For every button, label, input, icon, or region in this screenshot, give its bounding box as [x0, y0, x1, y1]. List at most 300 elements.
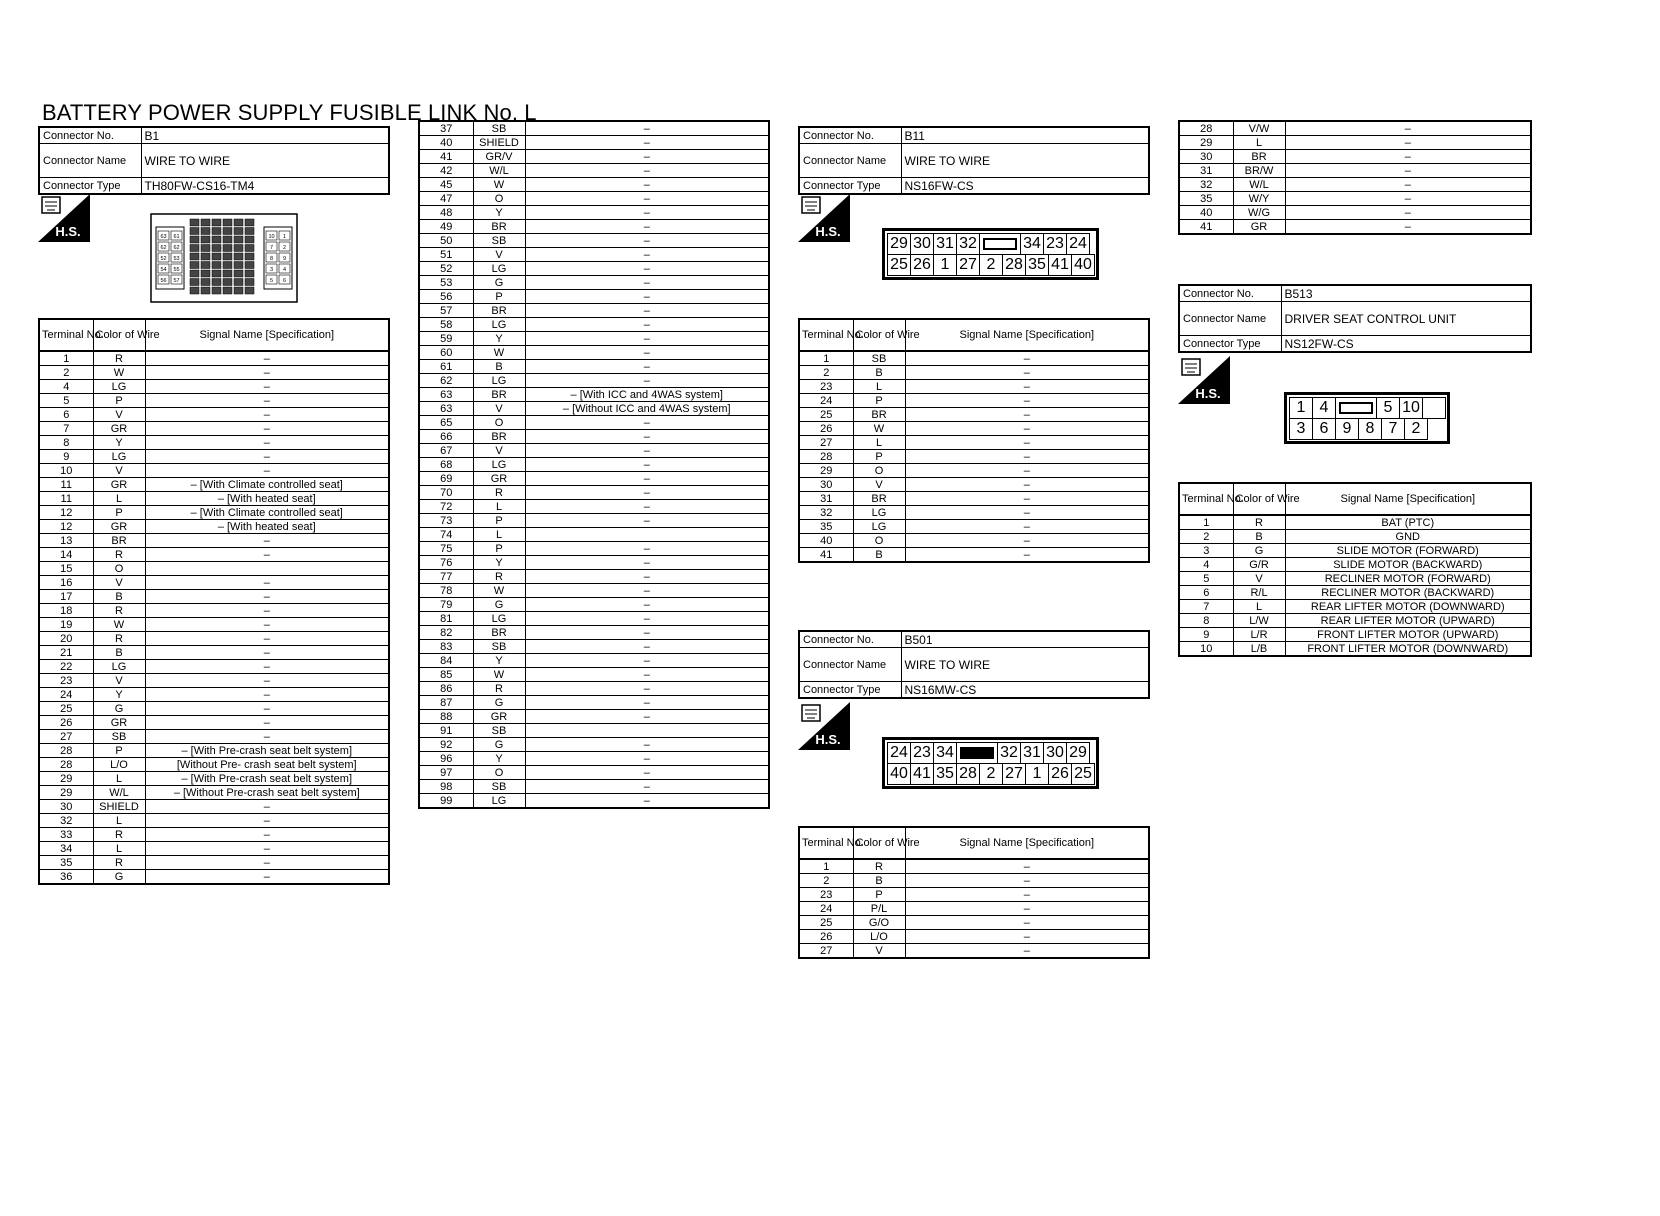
- wire-color: BR: [473, 430, 525, 444]
- table-row: [419, 570, 769, 584]
- table-row: [39, 576, 389, 590]
- wire-color: L: [93, 842, 145, 856]
- b1-connector-no: B1: [141, 127, 389, 144]
- signal-name: –: [1285, 164, 1531, 178]
- table-row: [419, 234, 769, 248]
- b1-terminal-table-continued: [418, 120, 770, 809]
- b1-pin-label: 62: [160, 245, 167, 251]
- pin-cell: 7: [1381, 418, 1405, 440]
- terminal-no: 65: [419, 416, 473, 430]
- table-row: [419, 528, 769, 542]
- pin-cell: 9: [1335, 418, 1359, 440]
- b1-connector-diagram: [150, 213, 298, 303]
- wire-color: P: [93, 394, 145, 408]
- signal-name: –: [525, 136, 769, 150]
- table-row: [39, 702, 389, 716]
- b1-pin-cell: [234, 279, 243, 286]
- signal-name: –: [145, 548, 389, 562]
- wire-color: W: [473, 584, 525, 598]
- b1-pin-label: 62: [173, 245, 180, 251]
- table-row: [419, 220, 769, 234]
- wire-color: LG: [93, 380, 145, 394]
- wire-color: LG: [473, 318, 525, 332]
- terminal-no: 85: [419, 668, 473, 682]
- signal-name: – [With ICC and 4WAS system]: [525, 388, 769, 402]
- wire-color: W/L: [93, 786, 145, 800]
- table-row: [39, 688, 389, 702]
- signal-name: –: [145, 870, 389, 885]
- wire-color: O: [853, 534, 905, 548]
- b1-info: [38, 126, 390, 195]
- header-signal-name: Signal Name [Specification]: [145, 319, 389, 351]
- hs-label: H.S.: [1195, 386, 1221, 401]
- terminal-no: 24: [39, 688, 93, 702]
- wire-color: V: [93, 674, 145, 688]
- table-row: [39, 450, 389, 464]
- terminal-no: 28: [39, 744, 93, 758]
- terminal-no: 73: [419, 514, 473, 528]
- wire-color: R: [93, 548, 145, 562]
- wire-color: GR: [93, 520, 145, 534]
- b501-info: [798, 630, 1150, 699]
- b11-connector-face: [882, 228, 1099, 280]
- table-row: [799, 548, 1149, 563]
- signal-name: –: [145, 380, 389, 394]
- terminal-no: 1: [39, 351, 93, 366]
- b1-pin-cell: [234, 253, 243, 260]
- b1-pin-cell: [201, 287, 210, 294]
- pin-cell: 30: [910, 233, 934, 255]
- b513-connector-type: NS12FW-CS: [1281, 336, 1531, 353]
- wire-color: LG: [473, 612, 525, 626]
- b1-pin-cell: [223, 279, 232, 286]
- table-row: [419, 780, 769, 794]
- signal-name: REAR LIFTER MOTOR (DOWNWARD): [1285, 600, 1531, 614]
- signal-name: –: [525, 248, 769, 262]
- wire-color: Y: [473, 654, 525, 668]
- signal-name: –: [905, 916, 1149, 930]
- terminal-no: 86: [419, 682, 473, 696]
- terminal-no: 11: [39, 478, 93, 492]
- wire-color: B: [853, 366, 905, 380]
- signal-name: –: [1285, 192, 1531, 206]
- b11-info: [798, 126, 1150, 195]
- pin-cell: 5: [1376, 397, 1400, 419]
- wire-color: W: [473, 668, 525, 682]
- terminal-no: 2: [799, 366, 853, 380]
- signal-name: –: [145, 576, 389, 590]
- pin-cell: 29: [887, 233, 911, 255]
- terminal-no: 32: [39, 814, 93, 828]
- terminal-no: 25: [39, 702, 93, 716]
- wire-color: R: [1233, 515, 1285, 530]
- wire-color: L: [93, 492, 145, 506]
- wire-color: LG: [853, 506, 905, 520]
- signal-name: –: [525, 612, 769, 626]
- header-signal-name: Signal Name [Specification]: [1285, 483, 1531, 515]
- terminal-no: 88: [419, 710, 473, 724]
- terminal-no: 67: [419, 444, 473, 458]
- terminal-no: 8: [1179, 614, 1233, 628]
- b1-pin-cell: [223, 287, 232, 294]
- label-connector-type: Connector Type: [1179, 336, 1281, 353]
- pin-cell: 4: [1312, 397, 1336, 419]
- pin-cell: 6: [1312, 418, 1336, 440]
- b1-pin-cell: [223, 253, 232, 260]
- signal-name: –: [525, 710, 769, 724]
- b1-pin-label: 5: [269, 278, 274, 284]
- pin-cell: 26: [910, 254, 934, 276]
- terminal-no: 22: [39, 660, 93, 674]
- b1-pin-cell: [201, 279, 210, 286]
- terminal-no: 75: [419, 542, 473, 556]
- wire-color: BR: [473, 388, 525, 402]
- terminal-no: 41: [799, 548, 853, 563]
- b1-pin-cell: [245, 270, 254, 277]
- wire-color: LG: [853, 520, 905, 534]
- terminal-no: 4: [1179, 558, 1233, 572]
- terminal-no: 15: [39, 562, 93, 576]
- table-row: [39, 604, 389, 618]
- terminal-no: 7: [1179, 600, 1233, 614]
- b1-pin-cell: [212, 236, 221, 243]
- wire-color: V: [93, 464, 145, 478]
- signal-name: BAT (PTC): [1285, 515, 1531, 530]
- wire-color: G: [93, 702, 145, 716]
- b1-connector-type: TH80FW-CS16-TM4: [141, 178, 389, 195]
- terminal-no: 49: [419, 220, 473, 234]
- signal-name: –: [525, 206, 769, 220]
- signal-name: –: [1285, 121, 1531, 136]
- b1-pin-cell: [234, 270, 243, 277]
- b1-pin-label: 10: [268, 234, 275, 240]
- wire-color: W/L: [1233, 178, 1285, 192]
- table-row: [799, 380, 1149, 394]
- label-connector-no: Connector No.: [799, 631, 901, 648]
- b1-pin-cell: [223, 245, 232, 252]
- terminal-no: 32: [799, 506, 853, 520]
- wire-color: SB: [93, 730, 145, 744]
- table-row: [39, 716, 389, 730]
- signal-name: –: [525, 276, 769, 290]
- terminal-no: 28: [39, 758, 93, 772]
- terminal-no: 40: [799, 534, 853, 548]
- wire-color: GR: [93, 422, 145, 436]
- wire-color: SHIELD: [93, 800, 145, 814]
- table-row: [419, 332, 769, 346]
- wire-color: G: [93, 870, 145, 885]
- signal-name: [145, 562, 389, 576]
- table-row: [799, 464, 1149, 478]
- table-row: [1179, 614, 1531, 628]
- b1-pin-cell: [223, 262, 232, 269]
- table-row: [39, 842, 389, 856]
- pin-cell: 1: [1025, 763, 1049, 785]
- wire-color: B: [853, 874, 905, 888]
- wire-color: SB: [473, 121, 525, 136]
- wire-color: B: [473, 360, 525, 374]
- b11-connector-type: NS16FW-CS: [901, 178, 1149, 195]
- terminal-no: 81: [419, 612, 473, 626]
- b1-pin-cell: [234, 228, 243, 235]
- wire-color: GR: [473, 472, 525, 486]
- b1-pin-cell: [245, 236, 254, 243]
- label-connector-name: Connector Name: [39, 144, 141, 178]
- wire-color: G/O: [853, 916, 905, 930]
- hs-icon: [1178, 356, 1230, 404]
- b1-pin-label: 9: [282, 256, 287, 262]
- terminal-no: 27: [39, 730, 93, 744]
- b1-pin-label: 52: [160, 256, 167, 262]
- label-connector-type: Connector Type: [39, 178, 141, 195]
- wire-color: O: [853, 464, 905, 478]
- table-row: [799, 859, 1149, 874]
- pin-row: [1289, 397, 1445, 418]
- signal-name: –: [145, 646, 389, 660]
- signal-name: –: [145, 828, 389, 842]
- table-row: [799, 394, 1149, 408]
- table-row: [419, 262, 769, 276]
- pin-cell: 25: [887, 254, 911, 276]
- wire-color: V: [853, 478, 905, 492]
- table-row: [39, 800, 389, 814]
- b513-info: [1178, 284, 1532, 353]
- wire-color: R: [93, 632, 145, 646]
- pin-cell: 34: [933, 742, 957, 764]
- terminal-no: 83: [419, 640, 473, 654]
- table-row: [419, 304, 769, 318]
- pin-cell: 35: [1025, 254, 1049, 276]
- table-row: [419, 248, 769, 262]
- wire-color: W: [93, 618, 145, 632]
- signal-name: –: [525, 472, 769, 486]
- signal-name: – [With Pre-crash seat belt system]: [145, 744, 389, 758]
- terminal-no: 35: [1179, 192, 1233, 206]
- pin-cell: 24: [1066, 233, 1090, 255]
- signal-name: –: [145, 604, 389, 618]
- b1-pin-label: 3: [269, 267, 274, 273]
- signal-name: –: [905, 492, 1149, 506]
- signal-name: –: [525, 570, 769, 584]
- terminal-no: 23: [39, 674, 93, 688]
- wire-color: R: [473, 570, 525, 584]
- signal-name: –: [145, 450, 389, 464]
- wire-color: LG: [473, 794, 525, 809]
- b1-pin-cell: [234, 262, 243, 269]
- terminal-no: 56: [419, 290, 473, 304]
- wire-color: P: [853, 394, 905, 408]
- b1-pin-cell: [190, 228, 199, 235]
- b513-terminal-table: [1178, 482, 1532, 657]
- header-color-of-wire: Color of Wire: [93, 319, 145, 351]
- b1-pin-cell: [190, 219, 199, 226]
- wire-color: P: [473, 290, 525, 304]
- terminal-no: 2: [1179, 530, 1233, 544]
- pin-cell: 2: [979, 254, 1003, 276]
- table-row: [1179, 206, 1531, 220]
- table-row: [39, 436, 389, 450]
- signal-name: –: [525, 220, 769, 234]
- wire-color: W: [93, 366, 145, 380]
- signal-name: –: [525, 696, 769, 710]
- pin-cell: 1: [1289, 397, 1313, 419]
- b1-pin-cell: [245, 228, 254, 235]
- signal-name: –: [905, 351, 1149, 366]
- table-row: [39, 772, 389, 786]
- table-row: [1179, 150, 1531, 164]
- header-color-of-wire: Color of Wire: [853, 827, 905, 859]
- table-row: [419, 486, 769, 500]
- signal-name: –: [525, 416, 769, 430]
- terminal-no: 1: [799, 351, 853, 366]
- wire-color: G: [473, 696, 525, 710]
- wire-color: R: [853, 859, 905, 874]
- b1-pin-cell: [223, 228, 232, 235]
- table-row: [39, 534, 389, 548]
- signal-name: –: [905, 944, 1149, 959]
- table-row: [799, 874, 1149, 888]
- signal-name: –: [525, 542, 769, 556]
- signal-name: –: [525, 121, 769, 136]
- signal-name: –: [525, 668, 769, 682]
- terminal-no: 5: [39, 394, 93, 408]
- wire-color: L: [93, 814, 145, 828]
- label-connector-no: Connector No.: [799, 127, 901, 144]
- wire-color: BR: [1233, 150, 1285, 164]
- wire-color: SB: [853, 351, 905, 366]
- b1-pin-cell: [234, 245, 243, 252]
- b1-pin-cell: [212, 279, 221, 286]
- signal-name: –: [145, 351, 389, 366]
- terminal-no: 84: [419, 654, 473, 668]
- table-row: [799, 366, 1149, 380]
- b1-pin-cell: [201, 253, 210, 260]
- wire-color: GR/V: [473, 150, 525, 164]
- terminal-no: 23: [799, 380, 853, 394]
- terminal-no: 66: [419, 430, 473, 444]
- signal-name: –: [145, 632, 389, 646]
- table-row: [419, 388, 769, 402]
- table-row: [39, 506, 389, 520]
- signal-name: –: [145, 464, 389, 478]
- wire-color: V: [93, 408, 145, 422]
- b501-connector-type: NS16MW-CS: [901, 682, 1149, 699]
- wire-color: LG: [93, 450, 145, 464]
- table-row: [39, 786, 389, 800]
- b1-pin-cell: [190, 279, 199, 286]
- terminal-no: 40: [419, 136, 473, 150]
- terminal-no: 29: [39, 772, 93, 786]
- signal-name: GND: [1285, 530, 1531, 544]
- table-row: [419, 374, 769, 388]
- b1-pin-cell: [201, 219, 210, 226]
- b11-terminal-table: [798, 318, 1150, 563]
- terminal-no: 29: [799, 464, 853, 478]
- pin-cell: 25: [1071, 763, 1095, 785]
- terminal-no: 53: [419, 276, 473, 290]
- header-color-of-wire: Color of Wire: [1233, 483, 1285, 515]
- terminal-no: 24: [799, 902, 853, 916]
- wire-color: P: [473, 542, 525, 556]
- terminal-no: 28: [1179, 121, 1233, 136]
- signal-name: –: [145, 800, 389, 814]
- wire-color: GR: [1233, 220, 1285, 235]
- terminal-no: 47: [419, 192, 473, 206]
- table-row: [39, 394, 389, 408]
- signal-name: –: [145, 674, 389, 688]
- signal-name: –: [905, 436, 1149, 450]
- pin-cell: 41: [1048, 254, 1072, 276]
- b1-pin-cell: [212, 270, 221, 277]
- b1-pin-cell: [223, 236, 232, 243]
- b1-pin-cell: [190, 253, 199, 260]
- wire-color: B: [1233, 530, 1285, 544]
- terminal-no: 62: [419, 374, 473, 388]
- terminal-no: 31: [799, 492, 853, 506]
- b513-connector-face: [1284, 392, 1450, 444]
- b1-pin-cell: [234, 236, 243, 243]
- pin-cell: 27: [956, 254, 980, 276]
- signal-name: REAR LIFTER MOTOR (UPWARD): [1285, 614, 1531, 628]
- signal-name: –: [525, 318, 769, 332]
- terminal-no: 96: [419, 752, 473, 766]
- signal-name: –: [145, 534, 389, 548]
- table-row: [419, 710, 769, 724]
- signal-name: –: [145, 856, 389, 870]
- wire-color: LG: [473, 374, 525, 388]
- wire-color: R: [93, 351, 145, 366]
- table-row: [419, 402, 769, 416]
- wire-color: L/R: [1233, 628, 1285, 642]
- wire-color: L: [1233, 136, 1285, 150]
- table-row: [799, 916, 1149, 930]
- pin-cell: 27: [1002, 763, 1026, 785]
- signal-name: –: [525, 598, 769, 612]
- b501-terminal-table: [798, 826, 1150, 959]
- signal-name: –: [1285, 206, 1531, 220]
- table-row: [39, 548, 389, 562]
- pin-cell: 10: [1399, 397, 1423, 419]
- table-row: [419, 668, 769, 682]
- b11-connector-name: WIRE TO WIRE: [901, 144, 1149, 178]
- hs-label: H.S.: [55, 224, 81, 239]
- wire-color: L: [473, 528, 525, 542]
- signal-name: –: [525, 626, 769, 640]
- terminal-no: 63: [419, 402, 473, 416]
- signal-name: –: [1285, 150, 1531, 164]
- terminal-no: 10: [1179, 642, 1233, 657]
- terminal-no: 24: [799, 394, 853, 408]
- wire-color: G/R: [1233, 558, 1285, 572]
- terminal-no: 1: [799, 859, 853, 874]
- signal-name: –: [905, 450, 1149, 464]
- table-row: [799, 534, 1149, 548]
- signal-name: –: [145, 366, 389, 380]
- table-row: [1179, 642, 1531, 657]
- table-row: [1179, 515, 1531, 530]
- b1-pin-label: 55: [173, 267, 180, 273]
- b1-pin-cell: [201, 228, 210, 235]
- wire-color: W: [473, 346, 525, 360]
- wire-color: LG: [93, 660, 145, 674]
- wire-color: LG: [473, 262, 525, 276]
- wire-color: V: [473, 444, 525, 458]
- b1-pin-label: 56: [160, 278, 167, 284]
- table-row: [419, 276, 769, 290]
- pin-row: [1289, 418, 1445, 439]
- wire-color: O: [93, 562, 145, 576]
- table-row: [39, 618, 389, 632]
